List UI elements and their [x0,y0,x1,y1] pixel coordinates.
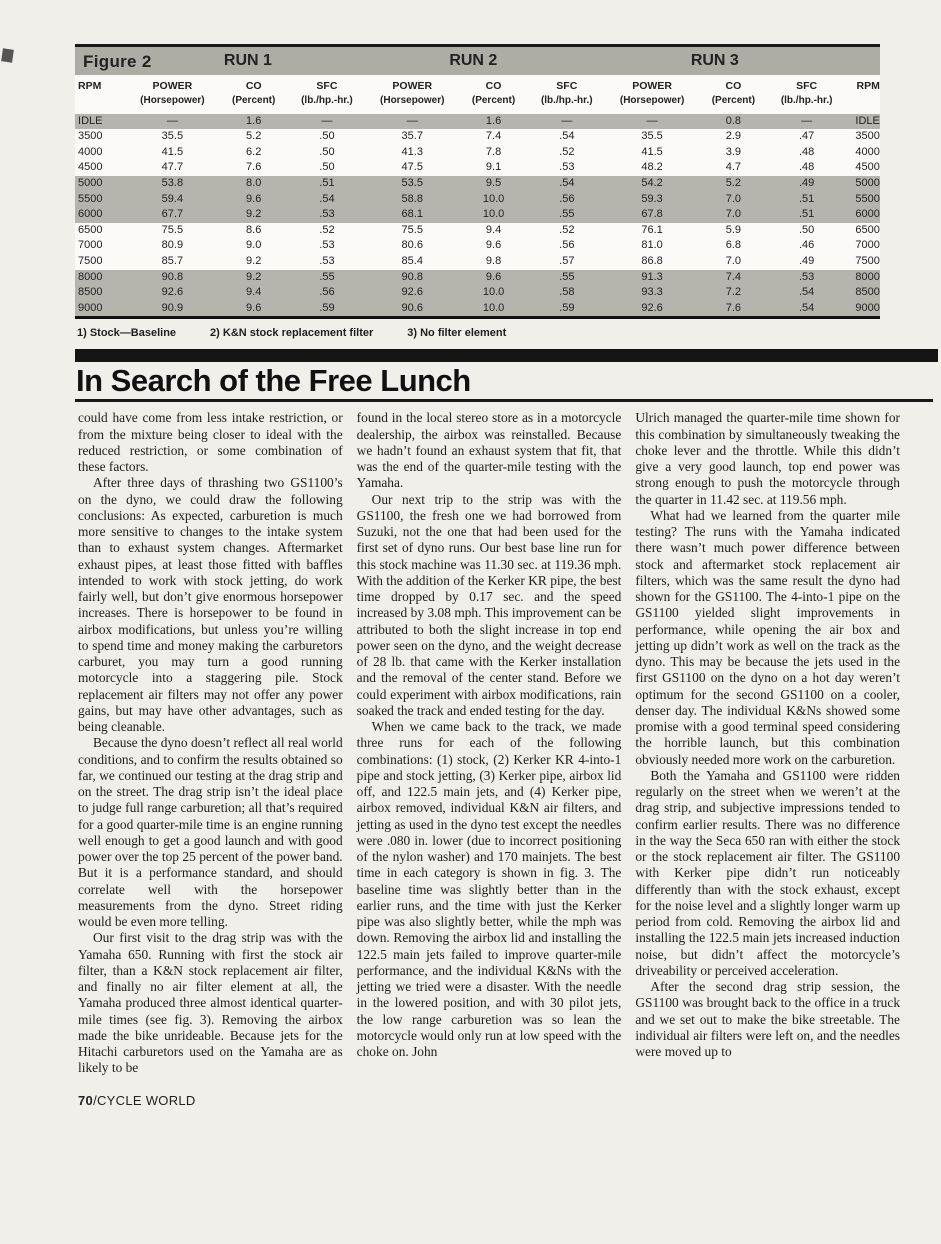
value-cell: 7.4 [725,270,742,283]
value-cell: 9.4 [485,223,502,236]
rpm-cell: 7500 [78,254,103,267]
value-cell: 4.7 [725,161,742,174]
article-paragraph: When we came back to the track, we made three runs for each of the following combinations: (1) stock, (2) Kerker KR 4-into-1 pipe and stock jetting, (3) Kerker pipe, airbox lid off, and 122.5 main jets, and (4) Kerker pipe, airbox removed, individual K&N air filters, and jetting as used in the dyno test except the needles were .080 in. lower (due to incorrect positioning of the nylon washer) and 170 mainjets. The best time in each category is shown in fig. 3. The baseline time was slightly better than in the earlier runs, and the time with just the Kerker pipe was also slightly better, while the mph was down. Removing the airbox lid and installing the 122.5 main jets failed to improve quarter-mile performance, and the individual K&Ns with the jetting we tried were a disaster. With the needle in the lowered position, and with 30 pilot jets, the low range carburetion was so lean the motorcycle would only run at low speed with the choke on. John [356,719,622,1060]
value-cell: 9.2 [246,208,262,221]
sfc-label: SFC [556,80,578,92]
value-cell: 9.8 [485,254,502,267]
value-cell: — [321,114,333,127]
rpm-cell: 6000 [855,208,880,221]
value-cell: .58 [559,286,575,299]
value-cell: .48 [799,161,815,174]
article-paragraph: could have come from less intake restriction, or from the mixture being closer to ideal with the reduced restriction, or some combination of these factors. [78,410,343,475]
value-cell: 93.3 [641,286,663,299]
value-cell: 1.6 [246,114,262,127]
value-cell: .57 [559,254,575,267]
table-row [75,145,880,161]
run2-sfc-column-header [528,80,605,107]
rpm-cell: 8500 [78,286,103,299]
value-cell: 90.6 [401,301,423,314]
value-cell: 7.0 [725,192,742,205]
value-cell: .48 [799,145,815,158]
value-cell: .54 [319,192,335,205]
run2-power-column-header [366,80,459,107]
value-cell: 53.5 [401,177,423,190]
value-cell: 91.3 [641,270,663,283]
co-label: CO [245,80,262,92]
value-cell: .56 [559,239,575,252]
power-label: POWER [392,80,433,92]
value-cell: .52 [319,223,335,236]
rpm-cell: 3500 [855,130,880,143]
value-cell: — [166,114,178,127]
rpm-cell: IDLE [855,114,880,127]
value-cell: 35.5 [161,130,184,143]
co-unit-label: (Percent) [232,94,276,106]
rpm-cell: 5500 [78,192,103,205]
table-row [75,114,880,130]
value-cell: 85.4 [401,254,423,267]
footnote-1: 1) Stock—Baseline [77,327,177,340]
value-cell: 3.9 [725,145,742,158]
value-cell: .53 [319,239,335,252]
value-cell: 9.0 [246,239,262,252]
run2-co-column-header [459,80,528,107]
run3-co-column-header [699,80,768,107]
table-row [75,160,880,176]
sfc-unit-label: (lb./hp.-hr.) [780,94,833,106]
article-paragraph: After three days of thrashing two GS1100’s on the dyno, we could draw the following conclusions: As expected, carburetion is much more sensitive to changes to the intake system than to exhaust system changes. Aftermarket exhaust pipes, at least those fitted with baffles intended to work with stock jetting, do work fairly well, but don’t give enormous horsepower increases. There is horsepower to be found in airbox modifications, but unless you’re willing to spend time and money making the carburetors carburet, you may turn a good running motorcycle into a staggering pile. Stock replacement air filters may not offer any power gains, but may have other advantages, such as being cleanable. [78,475,343,735]
value-cell: 35.7 [401,130,423,143]
value-cell: 58.8 [401,192,423,205]
rpm-cell: 8000 [78,270,103,283]
value-cell: 92.6 [641,301,663,314]
table-column-headers [75,75,880,114]
headline-rule [75,399,933,402]
rpm-cell: 5500 [855,192,880,205]
table-row [75,176,880,192]
value-cell: 85.7 [161,254,184,267]
rpm-column-header: RPM [856,80,880,92]
article-paragraph: After the second drag strip session, the GS1100 was brought back to the office in a truck and we set out to make the bike streetable. The individual air filters were left on, and the needles were moved up to [635,979,901,1060]
magazine-page [0,44,941,1108]
rpm-cell: 5000 [78,177,103,190]
article-paragraph: Ulrich managed the quarter-mile time shown for this combination by simultaneously tweaking the choke lever and the throttle. While this didn’t give a very good launch, top end power was strong enough to push the motorcycle through the quarter in 11.42 sec. at 119.56 mph. [635,410,901,507]
value-cell: 10.0 [482,208,505,221]
article-paragraph: Our next trip to the strip was with the GS1100, the fresh one we had borrowed from Suzuki, not the one that had been used for the first set of dyno runs. Our best base line run for this stock machine was 11.30 sec. at 119.36 mph. With the addition of the Kerker KR pipe, the best time dropped by 0.17 sec. and the speed increased by 3.08 mph. This improvement can be attributed to both the slight increase in top end power seen on the dyno, and the weight decrease of 28 lb. that came with the Kerker installation and the removal of the center stand. Before we could experiment with airbox modifications, rain soaked the track and ended testing for the day. [356,491,622,718]
value-cell: .51 [319,177,335,190]
sfc-unit-label: (lb./hp.-hr.) [540,94,593,106]
rpm-column-header: RPM [78,80,102,92]
value-cell: 92.6 [401,286,423,299]
value-cell: 10.0 [482,301,505,314]
figure-table-body [75,114,880,317]
value-cell: 47.5 [401,161,423,174]
table-row [75,207,880,223]
value-cell: 5.9 [725,223,742,236]
run1-header: RUN 1 [223,52,272,69]
co-unit-label: (Percent) [471,94,516,106]
value-cell: .54 [559,177,575,190]
rpm-cell: 6500 [78,223,103,236]
value-cell: .53 [559,161,575,174]
rpm-cell: 4500 [855,161,880,174]
value-cell: 80.9 [161,239,184,252]
co-label: CO [485,80,502,92]
value-cell: .55 [559,270,575,283]
value-cell: 68.1 [401,208,423,221]
value-cell: .52 [559,223,575,236]
table-run-header [75,47,880,75]
value-cell: 9.6 [246,192,262,205]
article-column [635,410,900,1076]
value-cell: .55 [559,208,575,221]
co-unit-label: (Percent) [711,94,756,106]
value-cell: .50 [319,161,335,174]
value-cell: 9.5 [485,177,502,190]
table-row [75,238,880,254]
value-cell: 86.8 [641,254,663,267]
sfc-unit-label: (lb./hp.-hr.) [301,94,353,106]
figure-table [75,44,880,319]
article-column [78,410,343,1076]
value-cell: 7.8 [485,145,502,158]
co-label: CO [725,80,742,92]
value-cell: 10.0 [482,286,505,299]
value-cell: 41.3 [401,145,423,158]
value-cell: .54 [799,301,815,314]
value-cell: 9.6 [485,239,502,252]
value-cell: 9.1 [485,161,502,174]
value-cell: 8.0 [246,177,262,190]
run1-power-column-header [126,80,219,107]
value-cell: .49 [799,254,815,267]
value-cell: .55 [319,270,335,283]
value-cell: .59 [559,301,575,314]
table-title: Figure 2 [83,52,152,71]
value-cell: 53.8 [161,177,184,190]
rpm-cell: 5000 [855,177,880,190]
value-cell: 9.2 [246,254,262,267]
rpm-cell: 7000 [78,239,103,252]
value-cell: .53 [319,208,335,221]
rpm-cell: 8000 [855,270,880,283]
magazine-name: /CYCLE WORLD [93,1092,196,1108]
value-cell: .49 [799,177,815,190]
value-cell: 81.0 [641,239,663,252]
value-cell: 90.9 [161,301,184,314]
value-cell: 10.0 [482,192,505,205]
value-cell: 59.4 [161,192,184,205]
value-cell: — [561,114,573,127]
value-cell: 67.7 [161,208,184,221]
article-headline: In Search of the Free Lunch [76,363,471,399]
rpm-cell: 7500 [855,254,880,267]
rpm-cell: IDLE [78,114,103,127]
power-label: POWER [632,80,672,92]
run3-power-column-header [605,80,698,107]
rpm-cell: 7000 [855,239,880,252]
value-cell: .50 [319,130,335,143]
sfc-label: SFC [796,80,818,92]
rpm-cell: 4000 [855,145,880,158]
value-cell: 90.8 [161,270,184,283]
run1-co-column-header [219,80,288,107]
power-unit-label: (Horsepower) [380,94,445,106]
footnote-3: 3) No filter element [407,327,507,340]
run3-header: RUN 3 [690,52,739,69]
value-cell: 35.5 [641,130,663,143]
value-cell: 9.6 [246,301,262,314]
value-cell: 7.2 [725,286,742,299]
value-cell: .46 [799,239,815,252]
value-cell: 9.2 [246,270,262,283]
value-cell: — [801,114,813,127]
rpm-cell: 6000 [78,208,103,221]
table-row [75,270,880,286]
value-cell: 90.8 [401,270,423,283]
table-row [75,129,880,145]
article-column [357,410,622,1076]
value-cell: 59.3 [641,192,663,205]
value-cell: 7.6 [725,301,742,314]
table-row [75,192,880,208]
power-label: POWER [152,80,193,92]
rpm-cell: 4000 [78,145,103,158]
value-cell: 7.6 [246,161,262,174]
value-cell: 1.6 [485,114,502,127]
page-footer [78,1093,941,1108]
power-unit-label: (Horsepower) [140,94,205,106]
value-cell: 5.2 [725,177,742,190]
value-cell: 9.6 [485,270,502,283]
rpm-cell: 3500 [78,130,103,143]
rpm-cell: 4500 [78,161,103,174]
value-cell: 92.6 [161,286,184,299]
value-cell: 48.2 [641,161,663,174]
value-cell: 75.5 [161,223,184,236]
section-divider-bar [75,349,938,362]
value-cell: .50 [799,223,815,236]
value-cell: .47 [799,130,815,143]
table-footnotes [75,319,941,346]
rpm-cell: 6500 [855,223,880,236]
value-cell: 6.8 [725,239,742,252]
value-cell: 75.5 [401,223,423,236]
table-row [75,223,880,239]
run2-header: RUN 2 [449,52,498,69]
value-cell: 6.2 [246,145,262,158]
table-row [75,254,880,270]
value-cell: .52 [559,145,575,158]
value-cell: 41.5 [161,145,184,158]
value-cell: .56 [319,286,335,299]
article-paragraph: found in the local stereo store as in a motorcycle dealership, the airbox was reinstalled. Because we hadn’t found an exhaust system that fit, that was the end of the quarter-mile testing with the Yamaha. [356,410,622,491]
value-cell: .54 [799,286,815,299]
scan-artifact [1,48,14,62]
table-row [75,301,880,317]
value-cell: 47.7 [161,161,184,174]
article-paragraph: What had we learned from the quarter mile testing? The runs with the Yamaha indicated there wasn’t much power difference between stock and aftermarket stock replacement air filters, which was the same result the dyno had shown for the GS1100. The 4-into-1 pipe on the GS1100 yielded slight improvements in performance, while opening the air box and jetting up didn’t work as well on the track as the dyno. This may be because the jets used in the first GS1100 on the dyno on a hot day weren’t optimum for the second GS1100 on a cooler, denser day. The individual K&Ns showed some promise with a good terminal speed considering the horrible launch, but this combination obviously needed more work on the carburetion. [635,507,901,767]
article-paragraph: Because the dyno doesn’t reflect all real world conditions, and to confirm the results obtained so far, we continued our testing at the drag strip and on the street. The drag strip isn’t the ideal place to judge full range carburetion; all that’s required for a good quarter-mile time is an engine running well enough to get a good launch and with good power over the top 25 percent of the power band. But it is a performance standard, and should correlate well with the horsepower measurements from the dyno. Street riding would be even more telling. [78,735,343,930]
value-cell: .53 [799,270,815,283]
value-cell: 9.4 [246,286,262,299]
power-unit-label: (Horsepower) [619,94,685,106]
value-cell: .54 [559,130,575,143]
value-cell: .59 [319,301,335,314]
rpm-cell: 9000 [78,301,103,314]
rpm-cell: 8500 [855,286,880,299]
article-paragraph: Our first visit to the drag strip was with the Yamaha 650. Running with first the stock air filter, than a K&N stock replacement air filter, and finally no air filter element at all, the Yamaha produced three almost identical quarter-mile times (see fig. 3). Removing the airbox made the bike unrideable. Because jets for the Hitachi carburetors used on the Yamaha are as likely to be [78,930,343,1076]
run3-sfc-column-header [768,80,845,107]
value-cell: .53 [319,254,335,267]
rpm-cell: 9000 [855,301,880,314]
value-cell: 80.6 [401,239,423,252]
value-cell: 76.1 [641,223,663,236]
value-cell: 54.2 [641,177,663,190]
value-cell: — [646,114,658,127]
value-cell: 5.2 [246,130,262,143]
value-cell: 0.8 [725,114,742,127]
table-row [75,285,880,301]
value-cell: .51 [799,208,815,221]
value-cell: .51 [799,192,815,205]
article-body [78,410,900,1076]
value-cell: 7.0 [725,254,742,267]
run1-sfc-column-header [288,80,365,107]
value-cell: 41.5 [641,145,663,158]
value-cell: 8.6 [246,223,262,236]
value-cell: 7.0 [725,208,742,221]
footnote-2: 2) K&N stock replacement filter [210,327,374,340]
value-cell: 7.4 [485,130,502,143]
value-cell: 67.8 [641,208,663,221]
value-cell: — [406,114,418,127]
value-cell: .56 [559,192,575,205]
sfc-label: SFC [316,80,338,92]
page-number: 70 [78,1092,94,1108]
value-cell: 2.9 [725,130,742,143]
article-paragraph: Both the Yamaha and GS1100 were ridden regularly on the street when we weren’t at the drag strip, and subjective impressions tended to confirm earlier results. There was no difference in the way the Seca 650 ran with either the stock or the stock replacement air filter. The GS1100 with Kerker pipe didn’t run noticeably differently than with the stock exhaust, except for the noise level and a slightly longer warm up period from cold. Removing the airbox lid and installing the 122.5 main jets increased induction noise, but didn’t affect the motorcycle’s driveability or perceived acceleration. [635,767,901,978]
value-cell: .50 [319,145,335,158]
